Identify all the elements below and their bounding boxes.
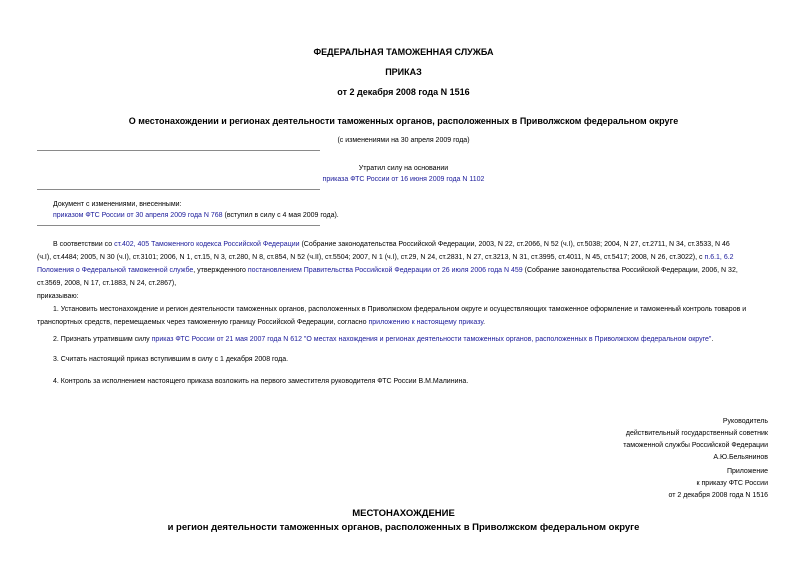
lost-force-line [0,175,807,184]
item-2 [53,333,713,346]
changes-suffix: (вступил в силу с 4 мая 2009 года). [222,212,339,219]
annex-ref-line-1: Приложение [726,468,768,475]
annex-ref-line-2: к приказу ФТС России [696,480,768,487]
annex-title-line-2: и регион деятельности таможенных органов, расположенных в Приволжском федеральном округе [167,522,640,533]
item-1 [37,303,770,329]
item-text: . [711,336,714,343]
annex-link[interactable]: приложению к настоящему приказу [368,319,484,326]
separator-rule [37,150,320,151]
separator-rule [37,189,320,190]
document-type: ПРИКАЗ [385,67,422,77]
agency-name: ФЕДЕРАЛЬНАЯ ТАМОЖЕННАЯ СЛУЖБА [313,47,494,57]
amendment-note: (с изменениями на 30 апреля 2009 года) [337,137,470,144]
regulation-link[interactable]: Положения о Федеральной таможенной службе [37,267,194,274]
preamble-line-1 [37,238,770,251]
annex-ref-line-3: от 2 декабря 2008 года N 1516 [668,492,768,499]
signature-position: Руководитель [722,418,768,425]
changes-label: Документ с изменениями, внесенными: [53,201,182,208]
document-title: О местонахождении и регионах деятельности таможенных органов, расположенных в Приволжском федеральном округе [128,116,679,126]
preamble-text: , утвержденного [193,267,248,274]
item-3: 3. Считать настоящий приказ вступившим в силу с 1 декабря 2008 года. [53,356,289,363]
item-text: транспортных средств, перемещаемых через таможенную границу Российской Федерации, согласно [37,319,369,326]
item-1-line-2 [37,316,770,329]
preamble-line-2 [37,251,770,264]
item-1-line-1: 1. Установить местонахождение и регион деятельности таможенных органов, расположенных в Приволжском федеральном округе и осуществляющих таможенное оформление и таможенный контроль товаров и [53,306,747,313]
preamble-paragraph [37,238,770,290]
item-text: . [483,319,486,326]
preamble-text: В соответствии со [53,241,115,248]
signature-rank-2: таможенной службы Российской Федерации [623,442,768,449]
preamble-text: (Собрание законодательства Российской Федерации, 2006, N 32, [522,267,738,274]
lost-force-text: Утратил силу на основании [358,165,449,172]
preamble-text: (ч.I), ст.4484; 2005, N 30 (ч.I), ст.3101; 2006, N 1, ст.15, N 3, ст.280, N 8, ст.854, N 52 (ч.II), ст.5504; 2007, N 1 (ч.I), ст.29, N 24, ст.2831, N 27, ст.3213, N 31, ст.3995, ст.4011, N 45, ст.5417; 2008, N 26, ст.3022), с [37,254,703,261]
separator-rule [37,225,320,226]
regulation-points-link[interactable]: п.6.1, 6.2 [704,254,734,261]
lost-force-link[interactable]: приказа ФТС России от 16 июня 2009 года N 1102 [322,176,485,183]
annex-title [0,507,807,535]
tc-articles-link[interactable]: ст.402, 405 Таможенного кодекса Российской Федерации [114,241,300,248]
signature-block [468,416,768,464]
preamble-line-4: ст.3569, 2008, N 17, ст.1883, N 24, ст.2867), [37,280,177,287]
changes-link[interactable]: приказом ФТС России от 30 апреля 2009 года N 768 [53,212,223,219]
item-text: 2. Признать утратившим силу [53,336,152,343]
government-decree-link[interactable]: постановлением Правительства Российской Федерации от 26 июля 2006 года N 459 [247,267,523,274]
signature-rank-1: действительный государственный советник [625,430,768,437]
item-4: 4. Контроль за исполнением настоящего приказа возложить на первого заместителя руководителя ФТС России В.М.Малинина. [53,378,469,385]
repealed-order-link[interactable]: приказ ФТС России от 21 мая 2007 года N 612 "О местах нахождения и регионах деятельности таможенных органов, расположенных в Приволжском федеральном округе" [151,336,712,343]
annex-title-line-1: МЕСТОНАХОЖДЕНИЕ [352,508,455,519]
preamble-line-3 [37,264,770,277]
signature-name: А.Ю.Бельянинов [713,454,768,461]
changes-line [53,211,339,220]
annex-reference [468,466,768,502]
preamble-text: (Собрание законодательства Российской Федерации, 2003, N 22, ст.2066, N 52 (ч.I), ст.5038; 2004, N 27, ст.2711, N 34, ст.3533, N 46 [299,241,730,248]
document-date-number: от 2 декабря 2008 года N 1516 [337,87,470,97]
order-word: приказываю: [37,293,79,300]
